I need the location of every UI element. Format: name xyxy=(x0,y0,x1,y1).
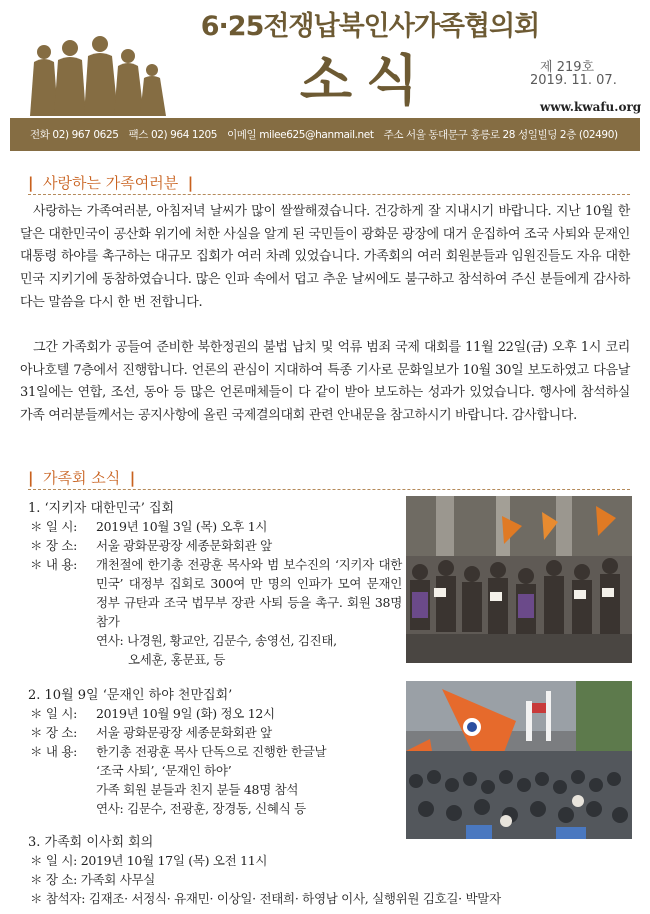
news-heading-text: 가족회 소식 xyxy=(43,469,121,487)
news-item-2-title: 2. 10월 9일 ‘문재인 하야 천만집회’ xyxy=(28,688,233,703)
news-item-2-place: 서울 광화문광장 세종문화회관 앞 xyxy=(96,725,272,740)
news-item-3-attendees: 김재조· 서정식· 유재민· 이상일· 전태희· 하영남 이사, 실행위원 김호길· 박말자 xyxy=(88,891,501,906)
date-label: ＊ 일 시: xyxy=(30,706,78,721)
content-label: ＊ 내 용: xyxy=(30,744,78,759)
news-item-1-place: 서울 광화문광장 세종문화회관 앞 xyxy=(96,538,272,553)
news-item-1-title: 1. ‘지키자 대한민국’ 집회 xyxy=(28,501,175,516)
news-item-1-content: 개천절에 한기총 전광훈 목사와 범 보수진의 ‘지키자 대한민국’ 대정부 집회로 300여 만 명의 인파가 모여 문재인 정부 규탄과 조국 법무부 장관 사퇴 등을 촉구. 회원 38명 참가 xyxy=(96,557,402,629)
issue-date: 2019. 11. 07. xyxy=(530,73,617,88)
newsletter-header xyxy=(10,0,640,153)
newsletter-title: 소식 xyxy=(299,49,433,112)
date-label: ＊ 일 시: xyxy=(30,519,78,534)
news-item-2-speakers: 연사: 김문수, 전광훈, 장경동, 신혜식 등 xyxy=(96,801,306,816)
news-item-3-title: 3. 가족회 이사회 회의 xyxy=(28,835,154,850)
news-item-1-date: 2019년 10월 3일 (목) 오후 1시 xyxy=(96,519,268,534)
rally-photo-1 xyxy=(406,496,632,663)
issue-number: 제 219호 xyxy=(540,60,595,75)
website-link[interactable]: www.kwafu.org xyxy=(540,100,642,114)
contact-address: 주소 서울 동대문구 홍릉로 28 성일빌딩 2층 (02490) xyxy=(383,129,618,141)
contact-email[interactable]: 이메일 milee625@hanmail.net xyxy=(227,129,374,141)
place-label: ＊ 장 소: xyxy=(30,872,78,887)
news-item-3-place: 가족회 사무실 xyxy=(80,872,156,887)
news-item-2-content-cont: ‘조국 사퇴’, ‘문재인 하야’ xyxy=(96,763,232,778)
place-label: ＊ 장 소: xyxy=(30,538,78,553)
news-heading: | 가족회 소식 | xyxy=(28,469,136,487)
news-divider xyxy=(28,489,630,490)
news-item-1-body xyxy=(30,517,402,669)
news-item-3-attendees-row xyxy=(30,889,640,908)
contact-phone: 전화 02) 967 0625 xyxy=(30,129,119,141)
news-item-3-date: 2019년 10월 17일 (목) 오전 11시 xyxy=(80,853,268,868)
greeting-paragraph-2: 그간 가족회가 공들여 준비한 북한정권의 불법 납치 및 억류 범죄 국제 대회를 11월 22일(금) 오후 1시 코리아나호텔 7층에서 진행합니다. 언론의 관심이 지대하여 특종 기사로 문화일보가 10월 30일 보도하였고 다음날 31일에는 연합, 조선, 동아 등 많은 언론매체들이 다 같이 받아 보도하는 성과가 있었습니다. 행사에 참석하실 가족 여러분들께서는 공지사항에 올린 국제결의대회 관련 안내문을 참고하시기 바랍니다. 감사합니다. xyxy=(20,340,630,424)
greeting-paragraph-1: 사랑하는 가족여러분, 아침저녁 날씨가 많이 쌀쌀해졌습니다. 건강하게 잘 지내시기 바랍니다. 지난 10월 한 달은 대한민국이 공산화 위기에 처한 사실을 알게 된 국민들이 광화문 광장에 대거 운집하여 조국 사퇴와 문재인 대통령 하야를 촉구하는 대규모 집회가 여러 차례 있었습니다. 가족회의 여러 회원분들과 임원진들도 자유 대한민국 지키기에 동참하였습니다. 많은 인파 속에서 덥고 추운 날씨에도 불구하고 참석하여 주신 분들에게 감사하다는 말씀을 다시 한 번 전합니다. xyxy=(20,204,630,310)
contact-fax: 팩스 02) 964 1205 xyxy=(128,129,218,141)
news-item-1-speakers-cont: 오세훈, 홍문표, 등 xyxy=(128,652,226,667)
content-label: ＊ 내 용: xyxy=(30,557,78,572)
news-item-2-body xyxy=(30,704,402,818)
contact-bar xyxy=(10,118,640,151)
family-silhouette-image xyxy=(24,34,174,116)
organization-name: 6·25전쟁납북인사가족협의회 xyxy=(200,11,540,42)
date-label: ＊ 일 시: xyxy=(30,853,78,868)
attendees-label: ＊ 참석자: xyxy=(30,891,86,906)
greeting-divider xyxy=(28,194,630,195)
news-item-3-place-row xyxy=(30,870,640,889)
news-item-2-attendance: 가족 회원 분들과 친지 분들 48명 참석 xyxy=(96,782,299,797)
place-label: ＊ 장 소: xyxy=(30,725,78,740)
news-item-1-speakers: 연사: 나경원, 황교안, 김문수, 송영선, 김진태, xyxy=(96,633,337,648)
news-item-2-date: 2019년 10월 9일 (화) 정오 12시 xyxy=(96,706,275,721)
rally-photo-2 xyxy=(406,681,632,839)
greeting-heading: | 사랑하는 가족여러분 | xyxy=(28,174,194,192)
news-item-3-date-row xyxy=(30,851,640,870)
news-item-2-content: 한기총 전광훈 목사 단독으로 진행한 한글날 xyxy=(96,744,327,759)
greeting-heading-text: 사랑하는 가족여러분 xyxy=(43,174,179,192)
